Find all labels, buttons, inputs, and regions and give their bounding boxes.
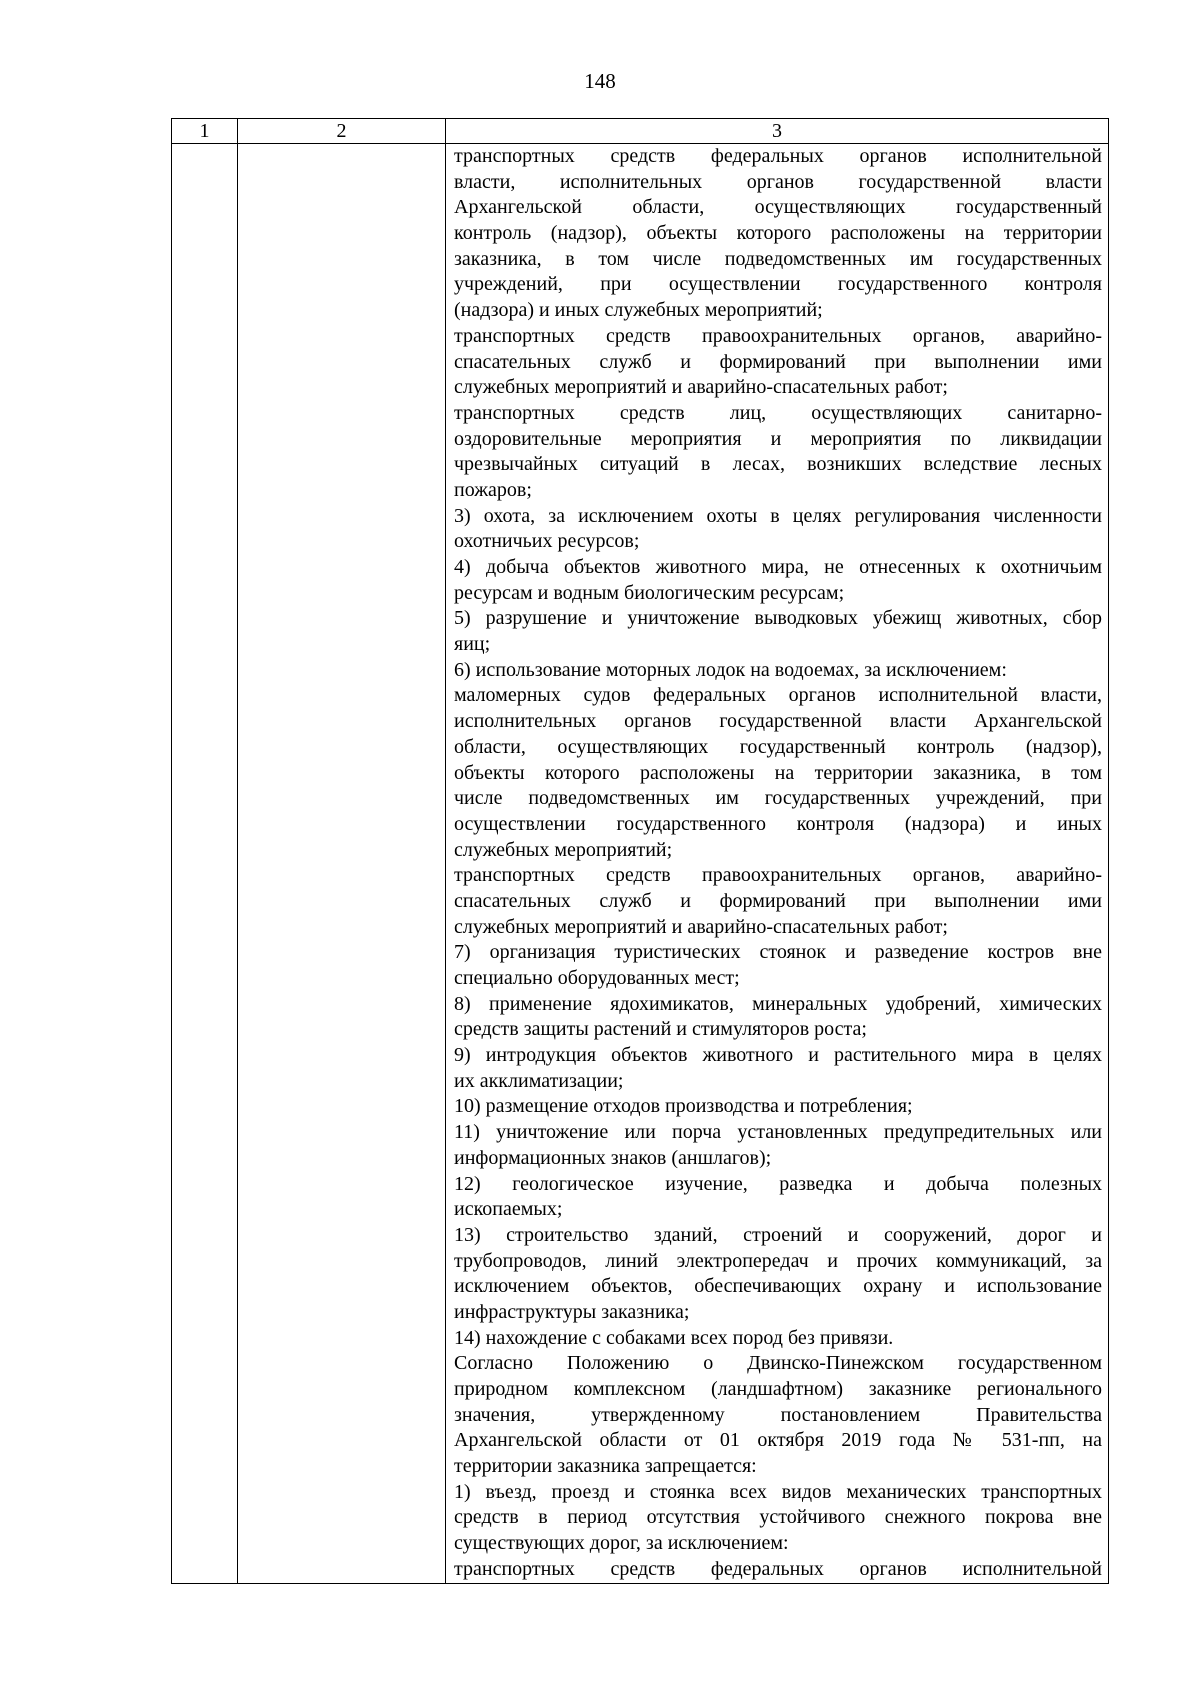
- text-line: 6) использование моторных лодок на водоемах, за исключением:: [454, 658, 1007, 681]
- text-line: 3) охота, за исключением охоты в целях регулирования численности: [454, 504, 1102, 527]
- text-line: Архангельской области от 01 октября 2019 года № 531-пп, на: [454, 1429, 1102, 1452]
- text-line: объекты которого расположены на территории заказника, в том: [454, 761, 1102, 784]
- text-line: служебных мероприятий и аварийно-спасательных работ;: [454, 376, 948, 399]
- text-line: исключением объектов, обеспечивающих охрану и использование: [454, 1275, 1102, 1298]
- column-2-cell: [238, 144, 446, 1584]
- text-line: числе подведомственных им государственных учреждений, при: [454, 787, 1102, 810]
- column-header-3: 3: [446, 119, 1109, 144]
- column-header-1: 1: [172, 119, 238, 144]
- text-line: трубопроводов, линий электропередач и прочих коммуникаций, за: [454, 1249, 1102, 1272]
- text-line: существующих дорог, за исключением:: [454, 1532, 789, 1555]
- text-line: чрезвычайных ситуаций в лесах, возникших вследствие лесных: [454, 453, 1102, 476]
- text-line: средств в период отсутствия устойчивого снежного покрова вне: [454, 1506, 1102, 1529]
- page-number: 148: [584, 69, 616, 93]
- table-row: [172, 144, 1109, 1584]
- text-line: учреждений, при осуществлении государственного контроля: [454, 273, 1102, 296]
- text-line: спасательных служб и формирований при выполнении ими: [454, 889, 1102, 912]
- text-line: специально оборудованных мест;: [454, 967, 740, 989]
- text-line: маломерных судов федеральных органов исполнительной власти,: [454, 684, 1102, 707]
- text-line: 14) нахождение с собаками всех пород без привязи.: [454, 1326, 894, 1349]
- text-line: их акклиматизации;: [454, 1069, 624, 1092]
- document-table: [171, 118, 1109, 1584]
- text-line: транспортных средств правоохранительных органов, аварийно-: [454, 864, 1102, 887]
- text-line: оздоровительные мероприятия и мероприятия по ликвидации: [454, 427, 1102, 450]
- text-line: значения, утвержденному постановлением Правительства: [454, 1403, 1102, 1426]
- text-line: транспортных средств правоохранительных органов, аварийно-: [454, 324, 1102, 347]
- text-line: 13) строительство зданий, строений и сооружений, дорог и: [454, 1223, 1102, 1246]
- text-line: власти, исполнительных органов государственной власти: [454, 170, 1102, 193]
- column-header-2: 2: [238, 119, 446, 144]
- text-line: (надзора) и иных служебных мероприятий;: [454, 299, 823, 322]
- text-line: транспортных средств федеральных органов исполнительной: [454, 1557, 1102, 1580]
- text-line: 5) разрушение и уничтожение выводковых убежищ животных, сбор: [454, 607, 1102, 630]
- text-line: охотничьих ресурсов;: [454, 530, 640, 553]
- text-line: Архангельской области, осуществляющих государственный: [454, 196, 1102, 219]
- text-line: заказника, в том числе подведомственных им государственных: [454, 247, 1102, 270]
- text-line: контроль (надзор), объекты которого расположены на территории: [454, 222, 1102, 245]
- text-line: исполнительных органов государственной власти Архангельской: [454, 710, 1102, 733]
- text-line: служебных мероприятий и аварийно-спасательных работ;: [454, 915, 948, 938]
- text-line: 12) геологическое изучение, разведка и добыча полезных: [454, 1172, 1102, 1195]
- text-line: 9) интродукция объектов животного и растительного мира в целях: [454, 1044, 1102, 1067]
- table-header-row: [172, 119, 1109, 144]
- text-line: пожаров;: [454, 478, 532, 501]
- text-line: транспортных средств федеральных органов исполнительной: [454, 145, 1102, 167]
- text-line: ископаемых;: [454, 1198, 563, 1221]
- text-line: 8) применение ядохимикатов, минеральных удобрений, химических: [454, 992, 1102, 1015]
- text-line: 7) организация туристических стоянок и разведение костров вне: [454, 941, 1102, 964]
- text-line: территории заказника запрещается:: [454, 1455, 757, 1478]
- text-lines-container: [454, 144, 1102, 1583]
- text-line: яиц;: [454, 633, 491, 656]
- text-line: 10) размещение отходов производства и потребления;: [454, 1095, 913, 1118]
- text-line: Согласно Положению о Двинско-Пинежском государственном: [454, 1352, 1102, 1375]
- text-line: спасательных служб и формирований при выполнении ими: [454, 350, 1102, 373]
- text-line: природном комплексном (ландшафтном) заказнике регионального: [454, 1378, 1102, 1400]
- column-1-cell: [172, 144, 238, 1584]
- column-3-cell: [446, 144, 1109, 1584]
- text-line: инфраструктуры заказника;: [454, 1300, 690, 1323]
- text-line: осуществлении государственного контроля (надзора) и иных: [454, 812, 1102, 835]
- text-line: 11) уничтожение или порча установленных предупредительных или: [454, 1121, 1102, 1144]
- text-line: 4) добыча объектов животного мира, не отнесенных к охотничьим: [454, 556, 1102, 578]
- text-line: информационных знаков (аншлагов);: [454, 1146, 772, 1169]
- text-line: транспортных средств лиц, осуществляющих санитарно-: [454, 401, 1102, 424]
- text-line: служебных мероприятий;: [454, 838, 673, 861]
- text-line: 1) въезд, проезд и стоянка всех видов механических транспортных: [454, 1480, 1102, 1503]
- text-line: средств защиты растений и стимуляторов роста;: [454, 1018, 867, 1041]
- text-line: области, осуществляющих государственный контроль (надзор),: [454, 735, 1102, 758]
- text-line: ресурсам и водным биологическим ресурсам;: [454, 581, 845, 604]
